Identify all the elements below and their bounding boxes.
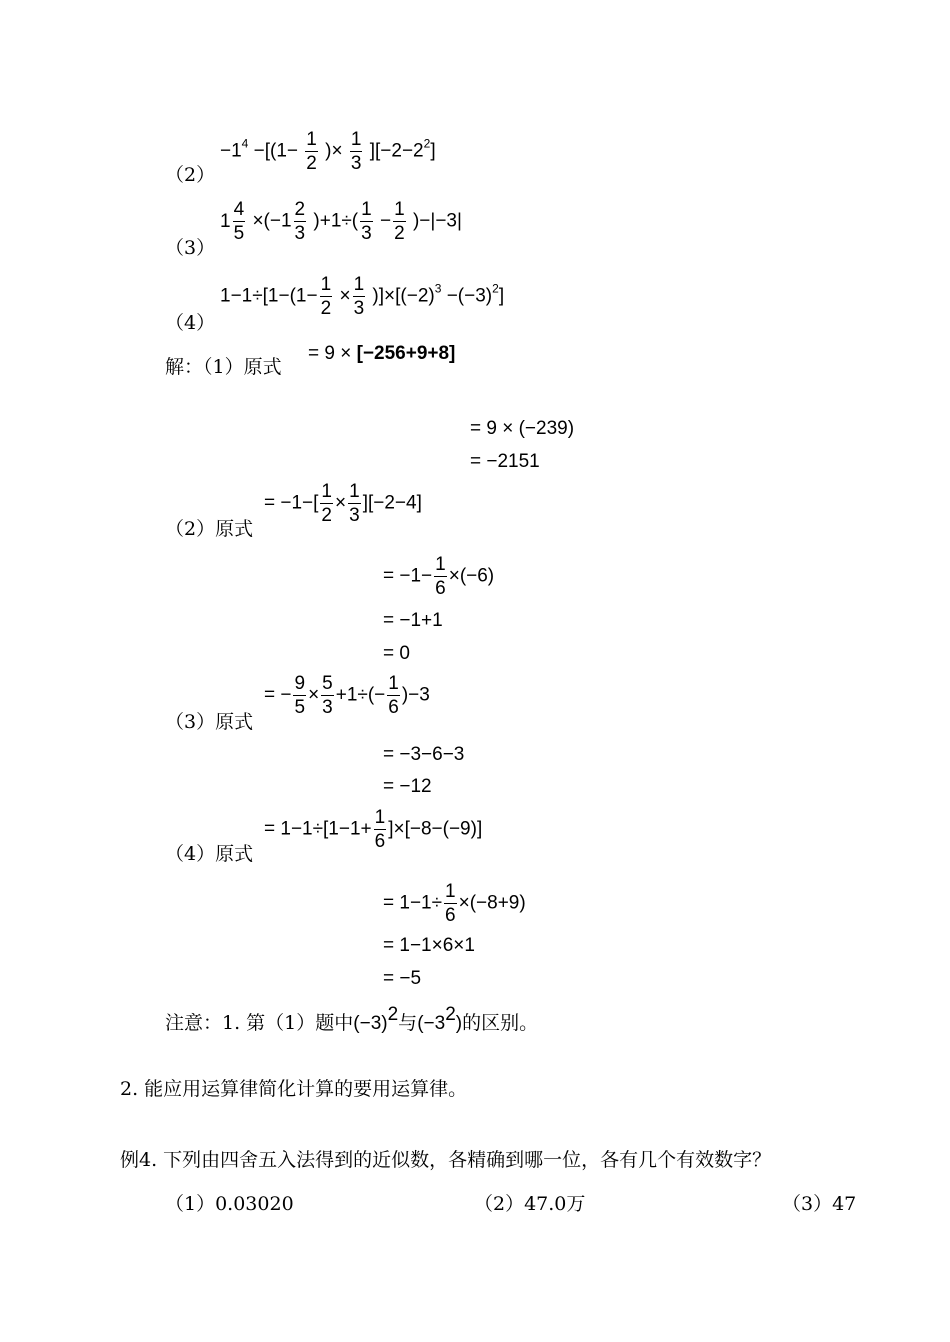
problem-2-label: （2） [165, 164, 216, 186]
fraction: $\frac{2}{3}$ [294, 199, 306, 244]
example-4-item-2: （2）47.0万 [474, 1193, 586, 1215]
problem-3-expression: 1 $\frac{4}{5}$ ×(−1 $\frac{2}{3}$ )+1÷( $\frac{1}{3}$ − $\frac{1}{2}$ )−|−3| [220, 199, 462, 245]
solution-2-line-1: = −1−[ $\frac{1}{2}$ × $\frac{1}{3}$ ][−2−4] [264, 481, 422, 526]
fraction: $\frac{1}{6}$ [435, 554, 446, 599]
solution-3-line-3: = −12 [383, 776, 432, 797]
fraction: $\frac{1}{2}$ [394, 199, 405, 244]
fraction: $\frac{1}{6}$ [388, 673, 399, 718]
solution-2-line-2: = −1− $\frac{1}{6}$ ×(−6) [383, 554, 495, 599]
solution-4-line-3: = 1−1×6×1 [383, 935, 475, 956]
fraction: $\frac{1}{3}$ [349, 481, 360, 526]
solution-1-line-2: = 9 × (−239) [470, 418, 575, 439]
solution-2-line-3: = −1+1 [383, 610, 443, 631]
solution-4-line-4: = −5 [383, 968, 422, 989]
example-4-title: 例4. 下列由四舍五入法得到的近似数，各精确到哪一位，各有几个有效数字？ [120, 1149, 772, 1171]
solution-2-line-4: = 0 [383, 643, 410, 664]
solution-4-line-2: = 1−1÷ $\frac{1}{6}$ ×(−8+9) [383, 881, 526, 926]
fraction: $\frac{1}{3}$ [350, 129, 362, 174]
solution-1-line-3: = −2151 [470, 451, 540, 472]
problem-2-expression: $-1^4 -[(1-$ $\frac{1}{2}$ )× $\frac{1}{3}$ ]$[-2-2^2]$ [220, 129, 436, 174]
fraction: $\frac{1}{2}$ [320, 274, 332, 319]
solution-2-label: （2）原式 [165, 518, 254, 540]
fraction: $\frac{1}{6}$ [445, 881, 456, 926]
problem-4-label: （4） [165, 312, 216, 334]
solution-intro: 解：（1）原式 [165, 356, 282, 378]
solution-4-line-1: = 1−1÷[1−1+ $\frac{1}{6}$ ]×[−8−(−9)] [264, 807, 483, 852]
example-4-item-3: （3）47 [782, 1193, 857, 1215]
problem-4-expression: 1−1÷[1−(1− $\frac{1}{2}$ × $\frac{1}{3}$ )]$\times[(-2)^3 -(-3)^2]$ [220, 274, 505, 319]
fraction: $\frac{1}{2}$ [321, 481, 332, 526]
fraction: $\frac{4}{5}$ [233, 199, 245, 245]
fraction: $\frac{1}{6}$ [374, 807, 386, 852]
solution-3-line-2: = −3−6−3 [383, 744, 465, 765]
problem-3-label: （3） [165, 237, 216, 259]
fraction: $\frac{1}{3}$ [361, 199, 372, 244]
fraction: $\frac{9}{5}$ [294, 673, 306, 718]
example-4-item-1: （1）0.03020 [165, 1193, 294, 1215]
note-line-1: 注意：1. 第（1）题中$(-3)^2$与$(-3^2)$的区别。 [165, 1004, 539, 1034]
fraction: $\frac{5}{3}$ [322, 673, 333, 718]
solution-3-label: （3）原式 [165, 711, 254, 733]
solution-3-line-1: = − $\frac{9}{5}$ × $\frac{5}{3}$ +1÷(− $\frac{1}{6}$ )−3 [264, 673, 430, 718]
note-line-2: 2. 能应用运算律简化计算的要用运算律。 [120, 1078, 468, 1100]
solution-4-label: （4）原式 [165, 843, 254, 865]
fraction: $\frac{1}{3}$ [353, 274, 365, 319]
solution-1-line-1: = 9 × [−256+9+8] [308, 343, 456, 364]
fraction: $\frac{1}{2}$ [306, 129, 317, 174]
